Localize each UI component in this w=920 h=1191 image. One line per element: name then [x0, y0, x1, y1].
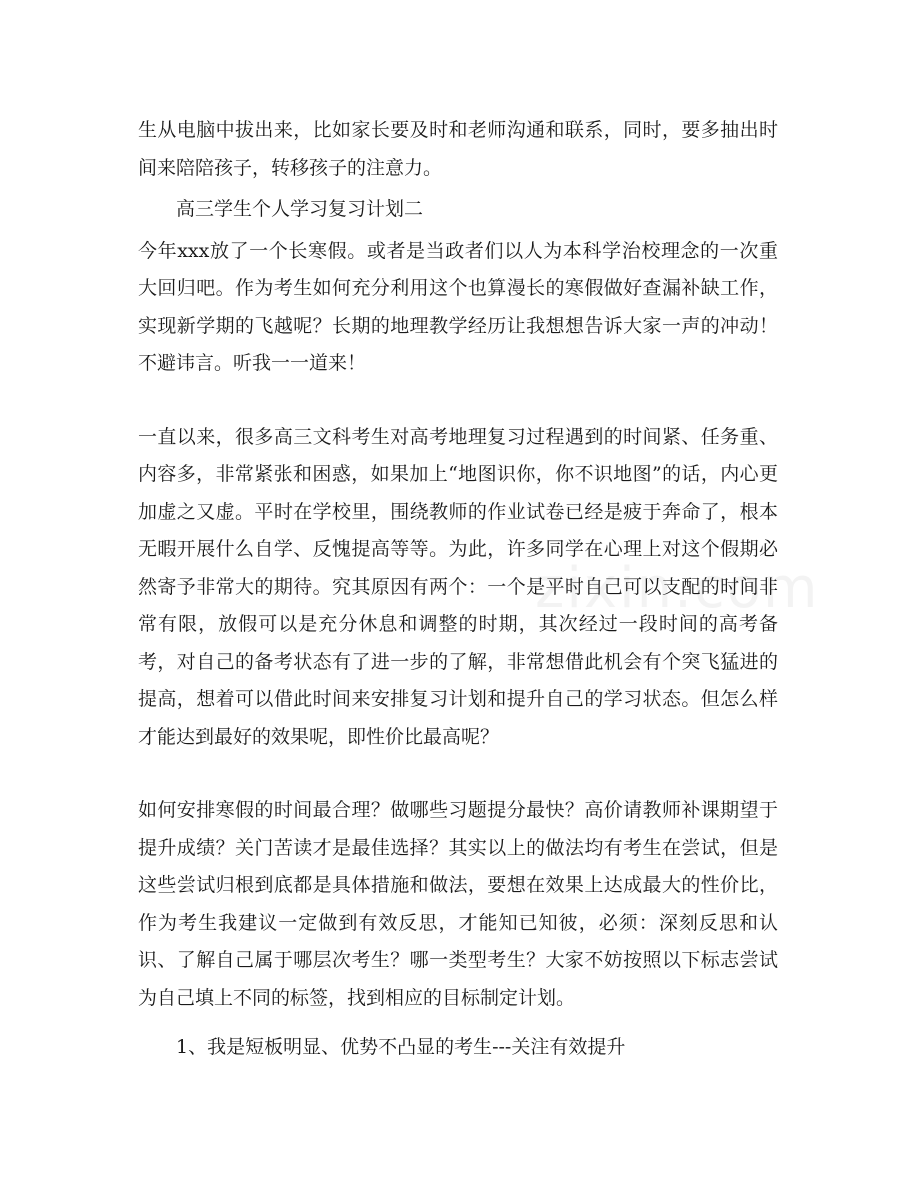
- paragraph-spacer: [138, 1017, 778, 1029]
- paragraph-spacer: [138, 756, 778, 792]
- paragraph-spacer: [138, 383, 778, 419]
- paragraph-continued: 生从电脑中拔出来，比如家长要及时和老师沟通和联系，同时，要多抽出时间来陪陪孩子，转移孩子的注意力。: [138, 119, 778, 179]
- list-item-1: 1、我是短板明显、优势不凸显的考生---关注有效提升: [176, 1036, 626, 1058]
- paragraph-intro: 今年xxx放了一个长寒假。或者是当政者们以人为本科学治校理念的一次重大回归吧。作为考生如何充分利用这个也算漫长的寒假做好查漏补缺工作，实现新学期的飞越呢？长期的地理教学经历让我想想告诉大家一声的冲动！不避讳言。听我一一道来！: [138, 239, 778, 374]
- paragraph-questions: 如何安排寒假的时间最合理？做哪些习题提分最快？高价请教师补课期望于提升成绩？关门苦读才是最佳选择？其实以上的做法均有考生在尝试，但是这些尝试归根到底都是具体措施和做法，要想在效果上达成最大的性价比，作为考生我建议一定做到有效反思，才能知已知彼，必须：深刻反思和认识、了解自己属于哪层次考生？哪一类型考生？大家不妨按照以下标志尝试为自己填上不同的标签，找到相应的目标制定计划。: [138, 799, 778, 1009]
- paragraph-background: 一直以来，很多高三文科考生对高考地理复习过程遇到的时间紧、任务重、内容多，非常紧张和困惑，如果加上“地图识你，你不识地图”的话，内心更加虚之又虚。平时在学校里，围绕教师的作业试卷已经是疲于奔命了，根本无暇开展什么自学、反愧提高等等。为此，许多同学在心理上对这个假期必然寄予非常大的期待。究其原因有两个：一个是平时自己可以支配的时间非常有限，放假可以是充分休息和调整的时期，其次经过一段时间的高考备考，对自己的备考状态有了进一步的了解，非常想借此机会有个突飞猛进的提高，想着可以借此时间来安排复习计划和提升自己的学习状态。但怎么样才能达到最好的效果呢，即性价比最高呢？: [138, 425, 778, 748]
- document-body: [138, 112, 778, 1067]
- section-heading: 高三学生个人学习复习计划二: [176, 198, 424, 220]
